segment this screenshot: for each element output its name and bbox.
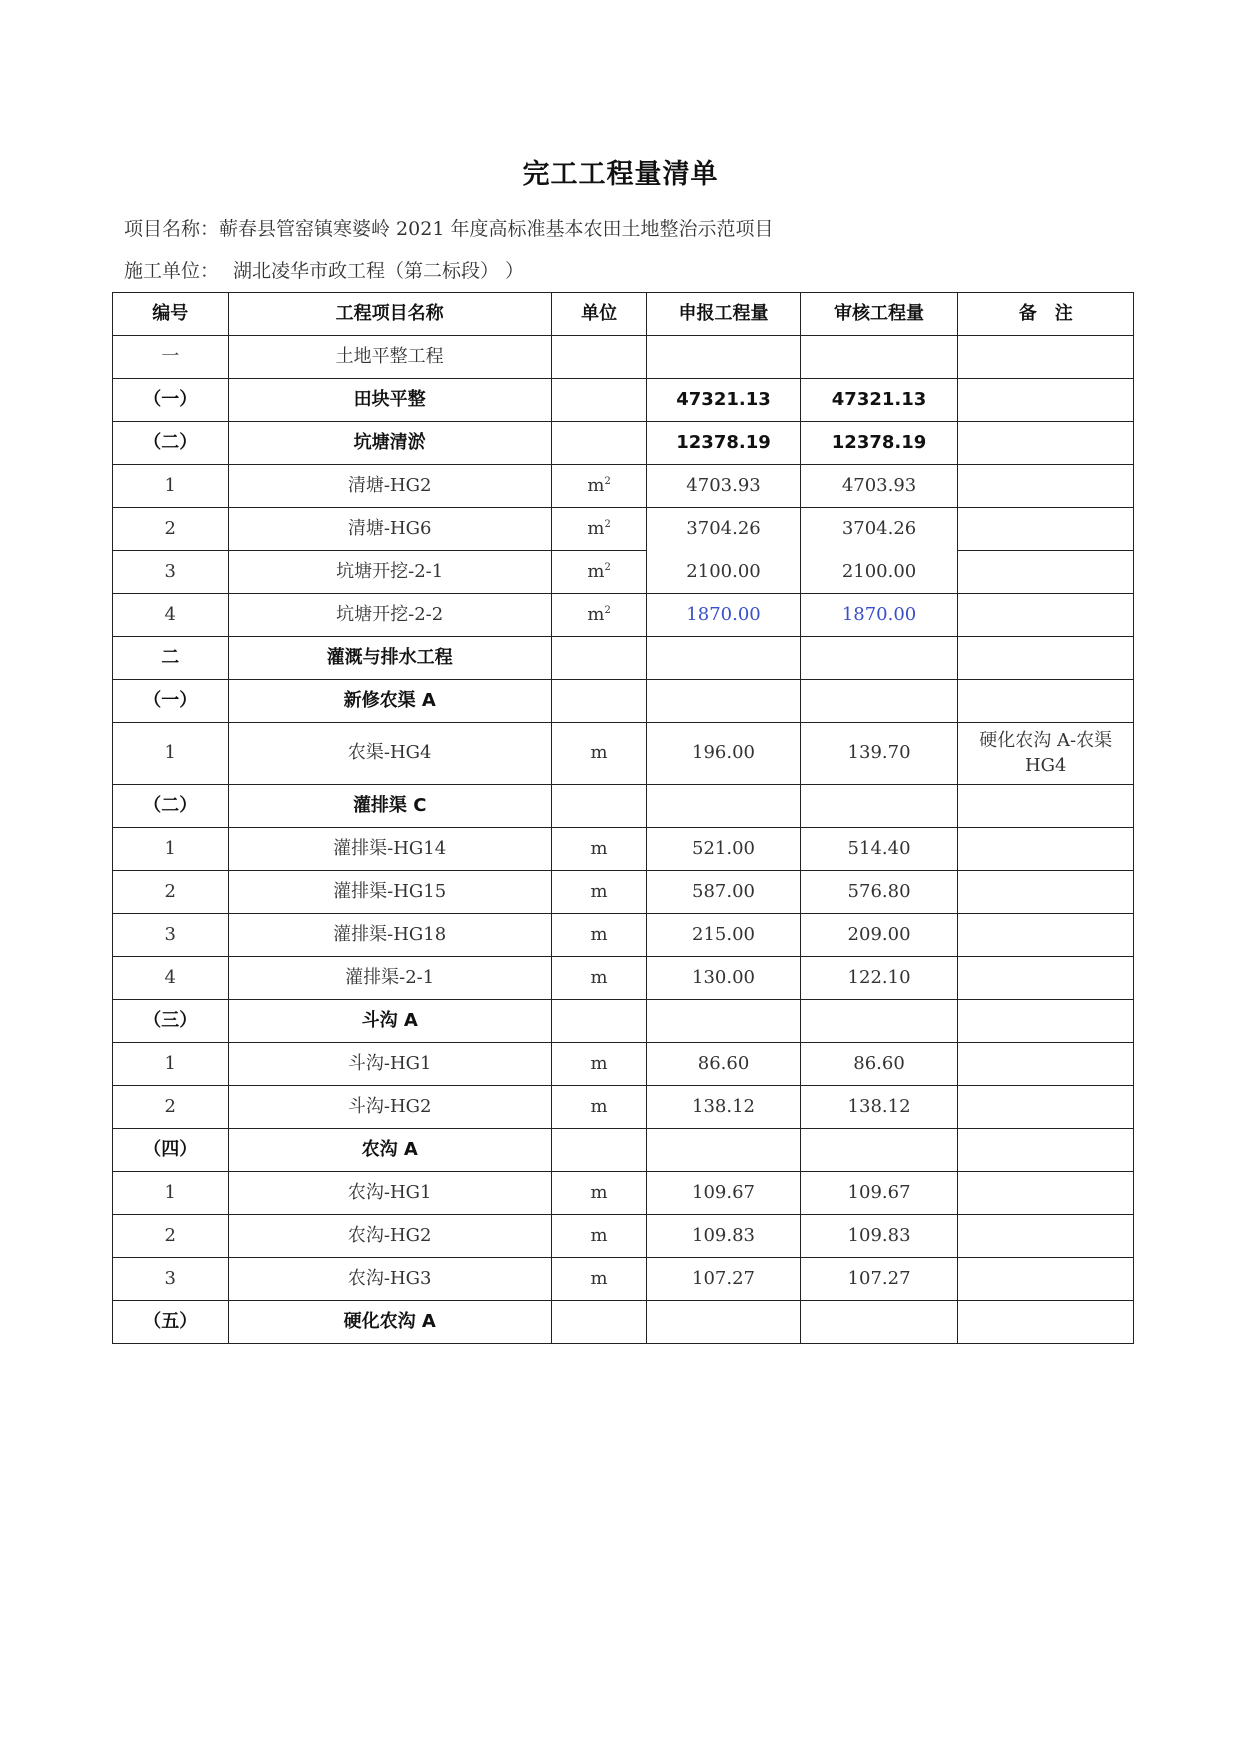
row-item-name: 新修农渠 A [228, 680, 551, 723]
row-note [958, 594, 1134, 637]
row-note [958, 1258, 1134, 1301]
row-note [958, 465, 1134, 508]
contractor-label: 施工单位： [124, 260, 220, 282]
table-row [113, 1215, 1134, 1258]
row-declared-quantity: 130.00 [647, 957, 800, 1000]
row-no: 4 [113, 594, 229, 637]
row-unit [551, 1000, 647, 1043]
row-item-name: 农渠-HG4 [228, 723, 551, 785]
table-row [113, 465, 1134, 508]
row-item-name: 坑塘开挖-2-1 [228, 551, 551, 594]
row-audited-quantity: 1870.00 [800, 594, 958, 637]
row-unit [551, 594, 647, 637]
table-row [113, 336, 1134, 379]
table-row [113, 871, 1134, 914]
row-note [958, 1086, 1134, 1129]
header-item-name: 工程项目名称 [228, 293, 551, 336]
row-item-name: 斗沟-HG1 [228, 1043, 551, 1086]
row-no: （三） [113, 1000, 229, 1043]
row-unit: m [551, 1043, 647, 1086]
row-audited-quantity [800, 1301, 958, 1344]
contractor-value: 湖北凌华市政工程（第二标段） ） [233, 260, 525, 282]
row-audited-quantity: 86.60 [800, 1043, 958, 1086]
row-no: （四） [113, 1129, 229, 1172]
row-declared-quantity: 107.27 [647, 1258, 800, 1301]
row-item-name: 斗沟 A [228, 1000, 551, 1043]
table-row [113, 1000, 1134, 1043]
table-row [113, 379, 1134, 422]
row-item-name: 灌排渠-HG14 [228, 828, 551, 871]
row-note [958, 1301, 1134, 1344]
row-unit: m [551, 871, 647, 914]
row-item-name: 灌排渠-2-1 [228, 957, 551, 1000]
row-audited-quantity [800, 637, 958, 680]
row-no: （一） [113, 379, 229, 422]
row-note [958, 1000, 1134, 1043]
row-declared-quantity [647, 637, 800, 680]
row-item-name: 农沟 A [228, 1129, 551, 1172]
row-declared-quantity: 3704.26 [647, 508, 800, 551]
project-name-value: 蕲春县管窑镇寒婆岭 2021 年度高标准基本农田土地整治示范项目 [219, 218, 774, 240]
row-audited-quantity: 109.67 [800, 1172, 958, 1215]
row-declared-quantity [647, 785, 800, 828]
row-unit [551, 551, 647, 594]
row-declared-quantity [647, 336, 800, 379]
table-row [113, 1301, 1134, 1344]
row-unit [551, 680, 647, 723]
header-no: 编号 [113, 293, 229, 336]
row-note [958, 785, 1134, 828]
row-item-name: 土地平整工程 [228, 336, 551, 379]
project-name-line [124, 214, 773, 241]
row-no: 1 [113, 1172, 229, 1215]
row-no: 1 [113, 723, 229, 785]
row-note [958, 336, 1134, 379]
row-audited-quantity [800, 1129, 958, 1172]
row-no: 1 [113, 465, 229, 508]
row-no: 3 [113, 914, 229, 957]
row-note [958, 551, 1134, 594]
table-row [113, 680, 1134, 723]
table-row [113, 828, 1134, 871]
row-declared-quantity: 4703.93 [647, 465, 800, 508]
row-declared-quantity: 587.00 [647, 871, 800, 914]
row-declared-quantity: 521.00 [647, 828, 800, 871]
row-declared-quantity: 215.00 [647, 914, 800, 957]
row-no: 2 [113, 1215, 229, 1258]
header-note: 备 注 [958, 293, 1134, 336]
unit-base: m [587, 560, 605, 582]
row-no: （二） [113, 422, 229, 465]
row-item-name: 灌排渠-HG18 [228, 914, 551, 957]
row-declared-quantity: 47321.13 [647, 379, 800, 422]
row-unit: m [551, 914, 647, 957]
unit-base: m [587, 603, 605, 625]
row-item-name: 清塘-HG2 [228, 465, 551, 508]
row-unit [551, 785, 647, 828]
table-row [113, 1172, 1134, 1215]
row-unit: m [551, 957, 647, 1000]
row-note [958, 1043, 1134, 1086]
row-unit [551, 379, 647, 422]
row-declared-quantity [647, 1129, 800, 1172]
row-declared-quantity [647, 1301, 800, 1344]
row-unit [551, 1129, 647, 1172]
header-unit: 单位 [551, 293, 647, 336]
row-item-name: 坑塘清淤 [228, 422, 551, 465]
table-row [113, 508, 1134, 551]
row-audited-quantity [800, 785, 958, 828]
row-item-name: 清塘-HG6 [228, 508, 551, 551]
row-declared-quantity: 196.00 [647, 723, 800, 785]
row-unit [551, 422, 647, 465]
row-note [958, 508, 1134, 551]
row-no: 1 [113, 1043, 229, 1086]
quantity-table [112, 292, 1134, 1344]
row-no: 2 [113, 1086, 229, 1129]
row-no: 1 [113, 828, 229, 871]
table-row [113, 422, 1134, 465]
table-row [113, 1086, 1134, 1129]
row-no: （一） [113, 680, 229, 723]
row-item-name: 灌排渠 C [228, 785, 551, 828]
row-declared-quantity: 109.83 [647, 1215, 800, 1258]
row-no: 3 [113, 1258, 229, 1301]
row-audited-quantity: 4703.93 [800, 465, 958, 508]
row-item-name: 坑塘开挖-2-2 [228, 594, 551, 637]
row-no: （二） [113, 785, 229, 828]
row-note [958, 1129, 1134, 1172]
row-unit: m [551, 1258, 647, 1301]
unit-exponent: 2 [604, 561, 611, 573]
row-declared-quantity [647, 1000, 800, 1043]
table-row [113, 1129, 1134, 1172]
table-row [113, 914, 1134, 957]
document-title: 完工工程量清单 [522, 159, 719, 190]
row-declared-quantity: 1870.00 [647, 594, 800, 637]
row-unit: m [551, 1172, 647, 1215]
row-audited-quantity: 138.12 [800, 1086, 958, 1129]
row-audited-quantity: 109.83 [800, 1215, 958, 1258]
row-audited-quantity [800, 1000, 958, 1043]
row-note [958, 680, 1134, 723]
row-audited-quantity [800, 336, 958, 379]
row-note [958, 422, 1134, 465]
row-audited-quantity: 107.27 [800, 1258, 958, 1301]
row-no: 2 [113, 871, 229, 914]
row-audited-quantity [800, 680, 958, 723]
row-no: 4 [113, 957, 229, 1000]
row-note [958, 379, 1134, 422]
row-item-name: 灌排渠-HG15 [228, 871, 551, 914]
row-item-name: 农沟-HG3 [228, 1258, 551, 1301]
row-unit: m [551, 828, 647, 871]
unit-base: m [587, 474, 605, 496]
row-unit [551, 508, 647, 551]
table-row [113, 785, 1134, 828]
row-audited-quantity: 47321.13 [800, 379, 958, 422]
row-no: 二 [113, 637, 229, 680]
project-name-label: 项目名称： [124, 218, 220, 240]
row-note [958, 957, 1134, 1000]
table-row [113, 551, 1134, 594]
row-note [958, 914, 1134, 957]
row-audited-quantity: 139.70 [800, 723, 958, 785]
unit-exponent: 2 [604, 604, 611, 616]
table-row [113, 957, 1134, 1000]
row-item-name: 灌溉与排水工程 [228, 637, 551, 680]
row-note [958, 871, 1134, 914]
row-no: 2 [113, 508, 229, 551]
row-note: 硬化农沟 A-农渠 HG4 [958, 723, 1134, 785]
header-declared-quantity: 申报工程量 [647, 293, 800, 336]
row-declared-quantity: 109.67 [647, 1172, 800, 1215]
header-audited-quantity: 审核工程量 [800, 293, 958, 336]
row-audited-quantity: 12378.19 [800, 422, 958, 465]
row-item-name: 田块平整 [228, 379, 551, 422]
row-audited-quantity: 514.40 [800, 828, 958, 871]
row-audited-quantity: 209.00 [800, 914, 958, 957]
unit-exponent: 2 [604, 475, 611, 487]
row-note [958, 828, 1134, 871]
row-audited-quantity: 3704.26 [800, 508, 958, 551]
row-no: 一 [113, 336, 229, 379]
row-no: （五） [113, 1301, 229, 1344]
table-row [113, 1043, 1134, 1086]
row-audited-quantity: 576.80 [800, 871, 958, 914]
row-item-name: 农沟-HG2 [228, 1215, 551, 1258]
row-unit [551, 336, 647, 379]
table-row [113, 723, 1134, 785]
row-declared-quantity: 86.60 [647, 1043, 800, 1086]
row-declared-quantity: 2100.00 [647, 551, 800, 594]
row-audited-quantity: 2100.00 [800, 551, 958, 594]
unit-exponent: 2 [604, 518, 611, 530]
table-row [113, 637, 1134, 680]
contractor-line [124, 256, 524, 283]
row-unit [551, 1301, 647, 1344]
row-item-name: 硬化农沟 A [228, 1301, 551, 1344]
row-note [958, 1215, 1134, 1258]
row-unit: m [551, 1215, 647, 1258]
row-declared-quantity: 138.12 [647, 1086, 800, 1129]
row-note [958, 1172, 1134, 1215]
row-item-name: 斗沟-HG2 [228, 1086, 551, 1129]
row-unit [551, 465, 647, 508]
table-row [113, 1258, 1134, 1301]
row-declared-quantity [647, 680, 800, 723]
row-item-name: 农沟-HG1 [228, 1172, 551, 1215]
row-audited-quantity: 122.10 [800, 957, 958, 1000]
row-note [958, 637, 1134, 680]
table-row [113, 594, 1134, 637]
row-unit: m [551, 723, 647, 785]
table-header-row [113, 293, 1134, 336]
row-unit [551, 637, 647, 680]
row-unit: m [551, 1086, 647, 1129]
row-declared-quantity: 12378.19 [647, 422, 800, 465]
row-no: 3 [113, 551, 229, 594]
unit-base: m [587, 517, 605, 539]
